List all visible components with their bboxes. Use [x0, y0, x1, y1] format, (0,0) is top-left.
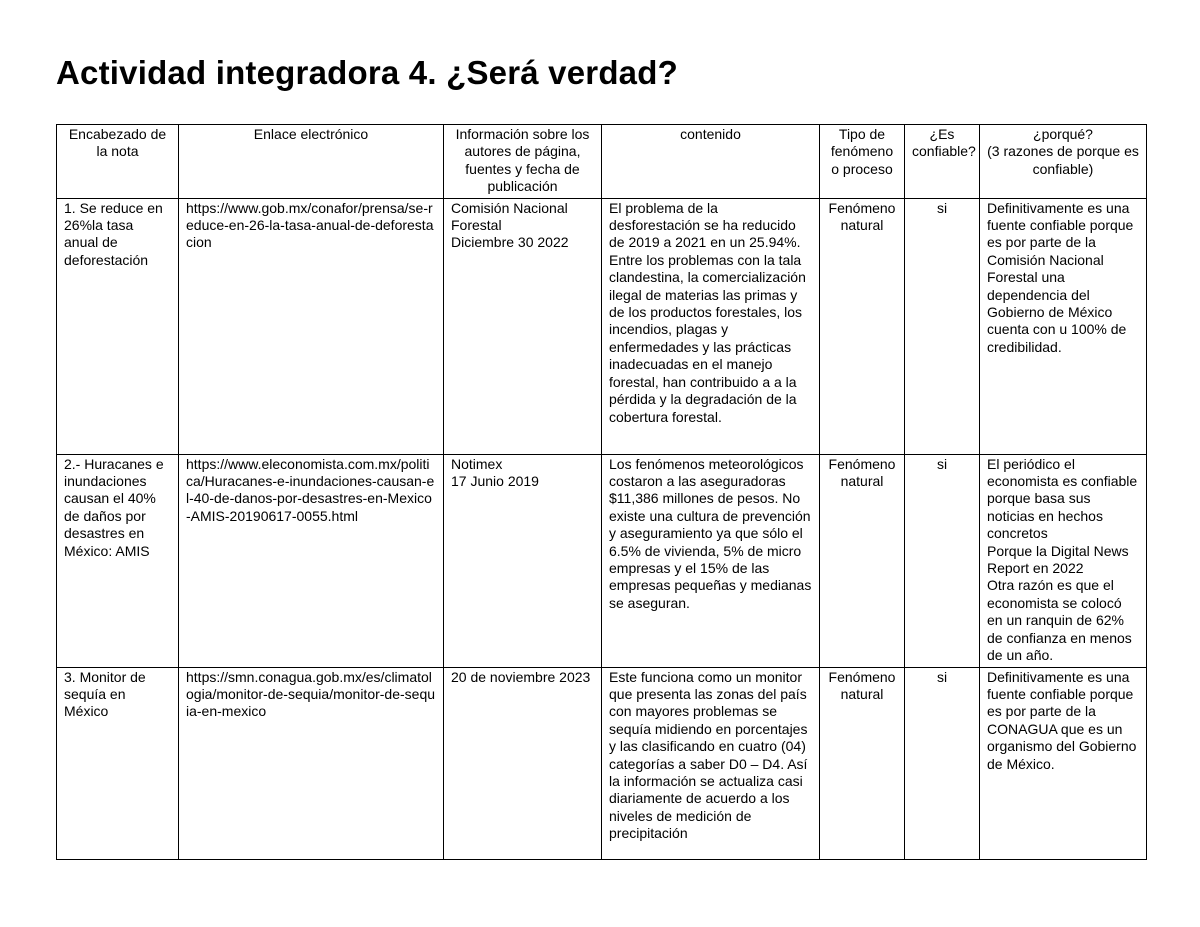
header-encabezado: Encabezado de la nota: [57, 125, 179, 199]
cell-encabezado: 2.- Huracanes e inundaciones causan el 40% de daños por desastres en México: AMIS: [57, 454, 179, 667]
cell-contenido: El problema de la desforestación se ha reducido de 2019 a 2021 en un 25.94%. Entre los problemas con la tala clandestina, la comercialización ilegal de materias las primas y de los productos forestales, los incendios, plagas y enfermedades y las prácticas inadecuadas en el manejo forestal, han contribuido a a la pérdida y la degradación de la cobertura forestal.: [602, 198, 820, 454]
cell-informacion: Comisión Nacional Forestal Diciembre 30 2022: [444, 198, 602, 454]
cell-enlace: https://www.eleconomista.com.mx/politica/Huracanes-e-inundaciones-causan-el-40-de-danos-por-desastres-en-Mexico-AMIS-20190617-0055.html: [179, 454, 444, 667]
cell-confiable: si: [905, 667, 980, 859]
cell-porque: Definitivamente es una fuente confiable porque es por parte de la Comisión Nacional Forestal una dependencia del Gobierno de México cuenta con u 100% de credibilidad.: [980, 198, 1147, 454]
cell-contenido: Este funciona como un monitor que presenta las zonas del país con mayores problemas se sequía midiendo en porcentajes y las clasificando en cuatro (04) categorías a saber D0 – D4. Así la información se actualiza casi diariamente de acuerdo a los niveles de medición de precipitación: [602, 667, 820, 859]
cell-confiable: si: [905, 198, 980, 454]
cell-confiable: si: [905, 454, 980, 667]
cell-informacion: Notimex 17 Junio 2019: [444, 454, 602, 667]
cell-informacion: 20 de noviembre 2023: [444, 667, 602, 859]
cell-tipo: Fenómeno natural: [820, 667, 905, 859]
cell-contenido: Los fenómenos meteorológicos costaron a las aseguradoras $11,386 millones de pesos. No existe una cultura de prevención y aseguramiento ya que sólo el 6.5% de vivienda, 5% de micro empresas y el 15% de las empresas pequeñas y medianas se aseguran.: [602, 454, 820, 667]
page-title: Actividad integradora 4. ¿Será verdad?: [56, 54, 678, 91]
cell-enlace: https://smn.conagua.gob.mx/es/climatologia/monitor-de-sequia/monitor-de-sequia-en-mexico: [179, 667, 444, 859]
cell-tipo: Fenómeno natural: [820, 454, 905, 667]
activity-table: [56, 124, 1147, 860]
cell-enlace: https://www.gob.mx/conafor/prensa/se-reduce-en-26-la-tasa-anual-de-deforestacion: [179, 198, 444, 454]
table-row: [57, 198, 1147, 454]
cell-encabezado: 1. Se reduce en 26%la tasa anual de deforestación: [57, 198, 179, 454]
header-contenido: contenido: [602, 125, 820, 199]
cell-porque: El periódico el economista es confiable porque basa sus noticias en hechos concretos Porque la Digital News Report en 2022 Otra razón es que el economista se colocó en un ranquin de 62% de confianza en menos de un año.: [980, 454, 1147, 667]
header-confiable: ¿Es confiable?: [905, 125, 980, 199]
table-row: [57, 454, 1147, 667]
table-row: [57, 667, 1147, 859]
cell-porque: Definitivamente es una fuente confiable porque es por parte de la CONAGUA que es un organismo del Gobierno de México.: [980, 667, 1147, 859]
cell-encabezado: 3. Monitor de sequía en México: [57, 667, 179, 859]
header-tipo: Tipo de fenómeno o proceso: [820, 125, 905, 199]
header-enlace: Enlace electrónico: [179, 125, 444, 199]
header-porque: ¿porqué? (3 razones de porque es confiable): [980, 125, 1147, 199]
table-header-row: [57, 125, 1147, 199]
header-informacion: Información sobre los autores de página, fuentes y fecha de publicación: [444, 125, 602, 199]
cell-tipo: Fenómeno natural: [820, 198, 905, 454]
